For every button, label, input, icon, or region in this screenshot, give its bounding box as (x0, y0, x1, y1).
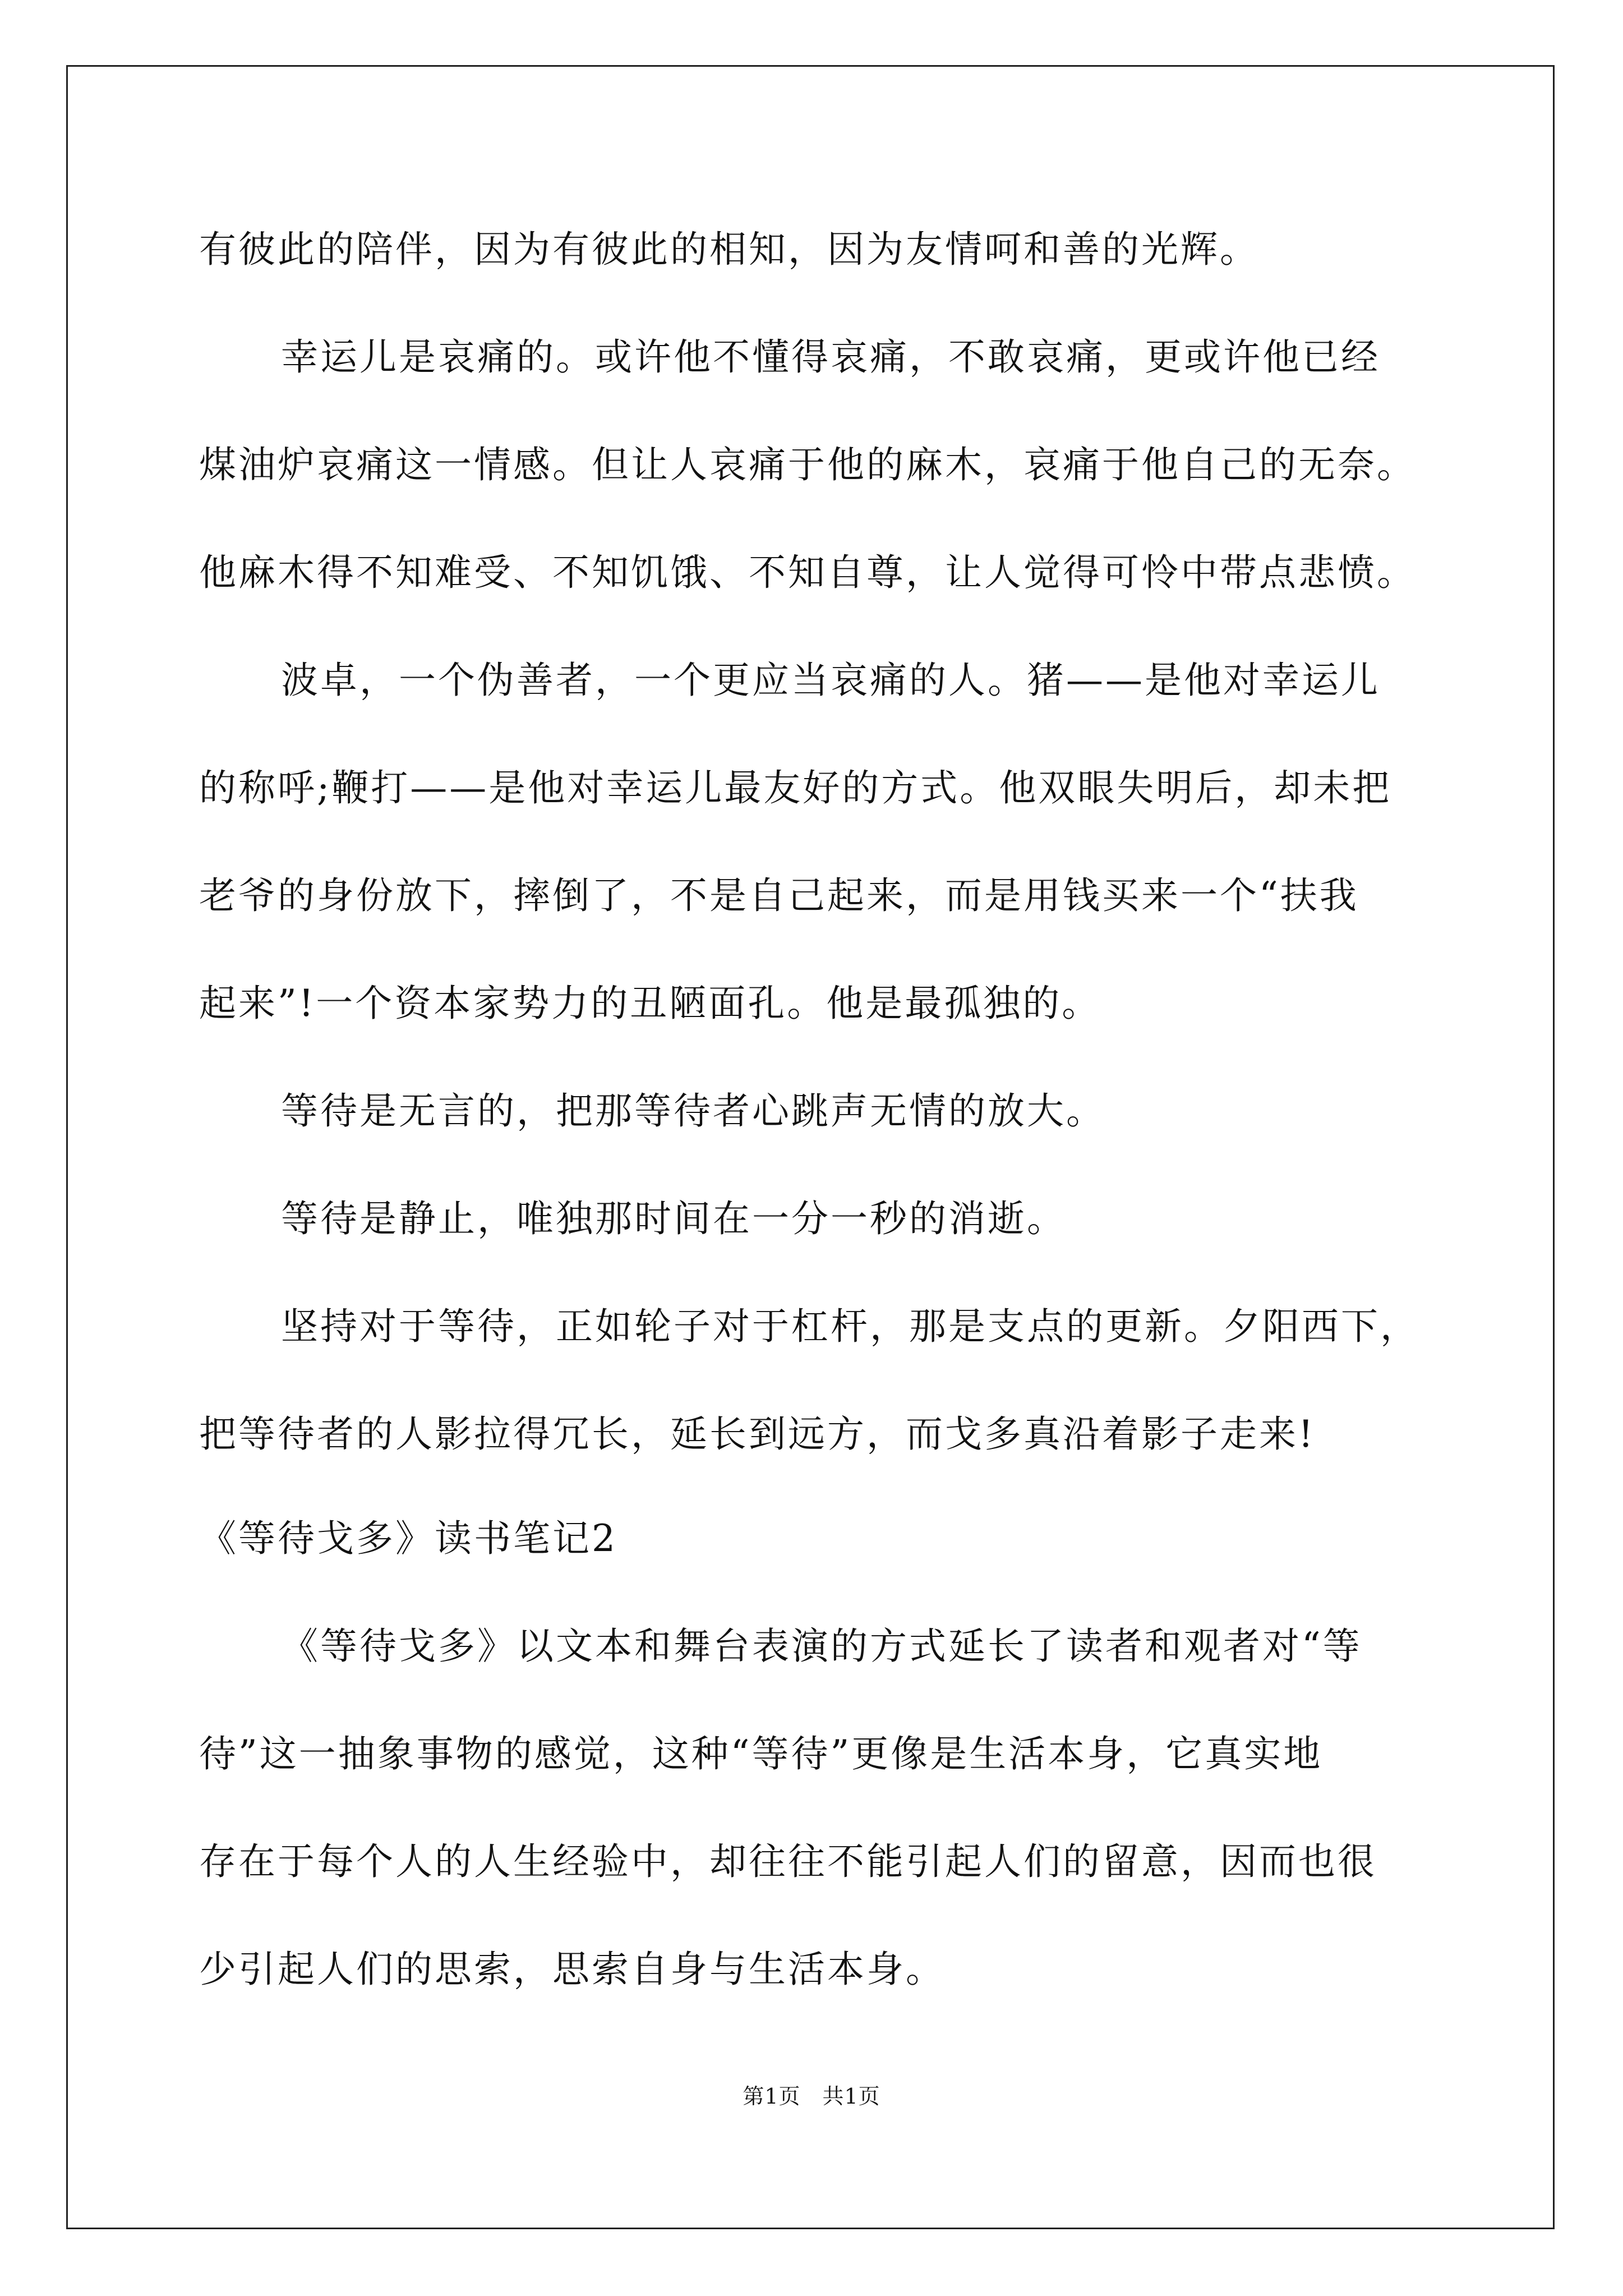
text-line: 幸运儿是哀痛的。或许他不懂得哀痛，不敢哀痛，更或许他已经 (281, 335, 1380, 379)
page-number-footer: 第1页 共1页 (743, 2084, 880, 2109)
text-line: 把等待者的人影拉得冗长，延长到远方，而戈多真沿着影子走来! (199, 1412, 1316, 1456)
text-line: 存在于每个人的人生经验中，却往往不能引起人们的留意，因而也很 (199, 1840, 1377, 1883)
text-line: 他麻木得不知难受、不知饥饿、不知自尊，让人觉得可怜中带点悲愤。 (199, 551, 1416, 594)
page-border (66, 65, 1555, 2229)
text-line: 的称呼;鞭打——是他对幸运儿最友好的方式。他双眼失明后，却未把 (199, 766, 1392, 809)
text-line: 等待是无言的，把那等待者心跳声无情的放大。 (281, 1089, 1105, 1133)
text-line: 波卓，一个伪善者，一个更应当哀痛的人。猪——是他对幸运儿 (281, 659, 1380, 702)
text-line: 少引起人们的思索，思索自身与生活本身。 (199, 1948, 945, 1991)
section-heading: 《等待戈多》读书笔记2 (199, 1517, 617, 1560)
text-line: 煤油炉哀痛这一情感。但让人哀痛于他的麻木，哀痛于他自己的无奈。 (199, 443, 1416, 486)
text-line: 待”这一抽象事物的感觉，这种“等待”更像是生活本身，它真实地 (199, 1732, 1323, 1775)
text-line: 老爷的身份放下，摔倒了，不是自己起来，而是用钱买来一个“扶我 (199, 874, 1359, 917)
text-line: 起来”!一个资本家势力的丑陋面孔。他是最孤独的。 (199, 982, 1101, 1025)
text-line: 有彼此的陪伴，因为有彼此的相知，因为友情呵和善的光辉。 (199, 228, 1259, 271)
text-line: 坚持对于等待，正如轮子对于杠杆，那是支点的更新。夕阳西下， (281, 1305, 1419, 1348)
text-line: 等待是静止，唯独那时间在一分一秒的消逝。 (281, 1197, 1066, 1240)
text-line: 《等待戈多》以文本和舞台表演的方式延长了读者和观者对“等 (281, 1625, 1362, 1668)
